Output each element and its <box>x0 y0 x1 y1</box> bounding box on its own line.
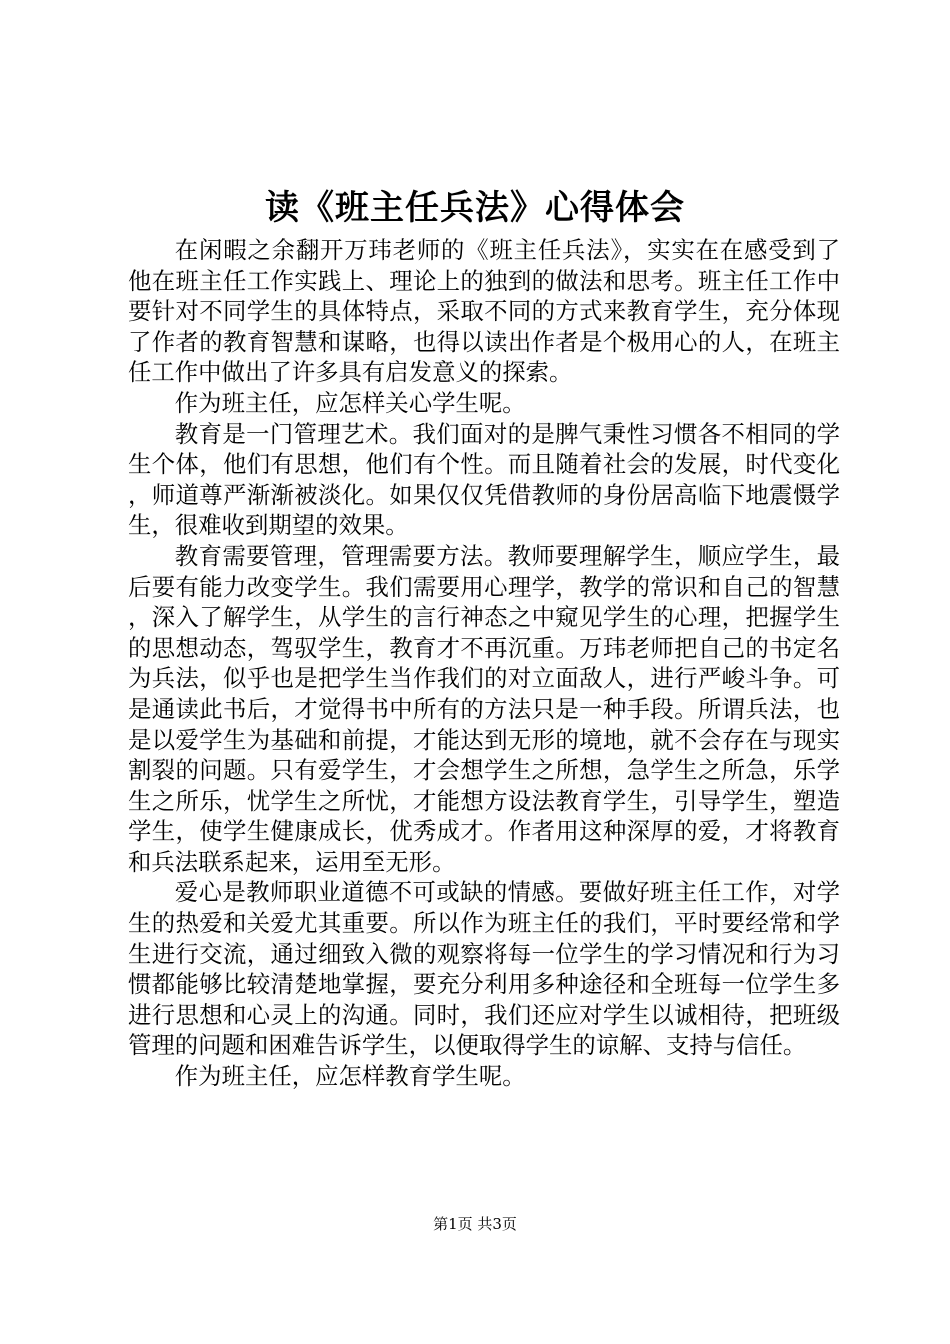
paragraph-intro: 在闲暇之余翻开万玮老师的《班主任兵法》，实实在在感受到了他在班主任工作实践上、理论上的独到的做法和思考。班主任工作中要针对不同学生的具体特点，采取不同的方式来教育学生，充分体现了作者的教育智慧和谋略，也得以读出作者是个极用心的人，在班主任工作中做出了许多具有启发意义的探索。 <box>128 236 840 387</box>
page-footer: 第1页 共3页 <box>433 1215 517 1233</box>
paragraph-methods: 教育需要管理，管理需要方法。教师要理解学生，顺应学生，最后要有能力改变学生。我们需要用心理学，教学的常识和自己的智慧，深入了解学生，从学生的言行神态之中窥见学生的心理，把握学生的思想动态，驾驭学生，教育才不再沉重。万玮老师把自己的书定名为兵法，似乎也是把学生当作我们的对立面敌人，进行严峻斗争。可是通读此书后，才觉得书中所有的方法只是一种手段。所谓兵法，也是以爱学生为基础和前提，才能达到无形的境地，就不会存在与现实割裂的问题。只有爱学生，才会想学生之所想，急学生之所急，乐学生之所乐，忧学生之所忧，才能想方设法教育学生，引导学生，塑造学生，使学生健康成长，优秀成才。作者用这种深厚的爱，才将教育和兵法联系起来，运用至无形。 <box>128 541 840 876</box>
document-title: 读《班主任兵法》心得体会 <box>265 188 685 228</box>
paragraph-question-care: 作为班主任，应怎样关心学生呢。 <box>174 388 526 417</box>
paragraph-management-art: 教育是一门管理艺术。我们面对的是脾气秉性习惯各不相同的学生个体，他们有思想，他们有个性。而且随着社会的发展，时代变化，师道尊严渐渐被淡化。如果仅仅凭借教师的身份居高临下地震慑学生，很难收到期望的效果。 <box>128 419 840 540</box>
document-body <box>128 235 840 1092</box>
paragraph-question-educate: 作为班主任，应怎样教育学生呢。 <box>174 1062 526 1091</box>
paragraph-love: 爱心是教师职业道德不可或缺的情感。要做好班主任工作，对学生的热爱和关爱尤其重要。所以作为班主任的我们，平时要经常和学生进行交流，通过细致入微的观察将每一位学生的学习情况和行为习惯都能够比较清楚地掌握，要充分利用多种途径和全班每一位学生多进行思想和心灵上的沟通。同时，我们还应对学生以诚相待，把班级管理的问题和困难告诉学生，以便取得学生的谅解、支持与信任。 <box>128 878 840 1060</box>
